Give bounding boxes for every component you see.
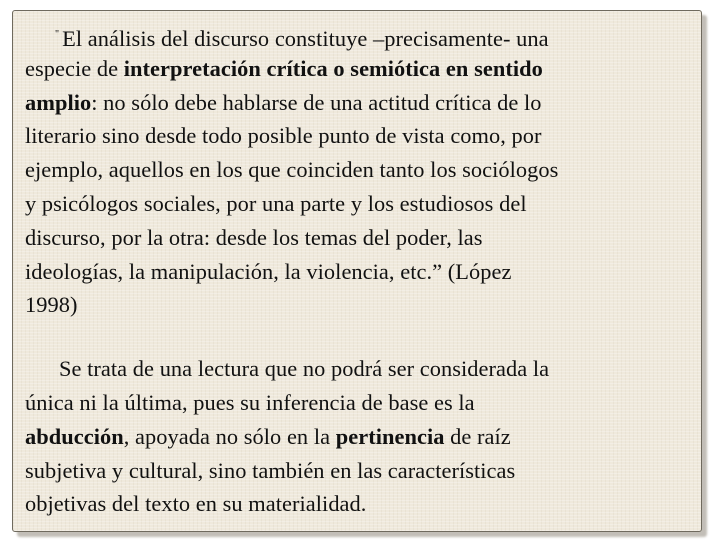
text-run: El análisis del discurso constituye –precisamente- una	[62, 26, 549, 51]
bold-emphasis: amplio	[25, 89, 92, 115]
paragraph-1-line-9: 1998)	[25, 292, 78, 318]
paragraph-2-line-5: objetivas del texto en su materialidad.	[25, 491, 367, 517]
paragraph-2-line-4: subjetiva y cultural, sino también en las características	[25, 457, 516, 483]
text-run: especie de	[25, 55, 124, 81]
paragraph-2-line-3	[25, 420, 695, 454]
paragraph-1-line-4: literario sino desde todo posible punto de vista como, por	[25, 123, 542, 149]
bold-emphasis: pertinencia	[335, 423, 445, 449]
paragraph-1-line-1	[25, 18, 695, 52]
bold-emphasis: interpretación crítica o semiótica en sentido	[123, 55, 543, 81]
paragraph-1-line-3	[25, 86, 695, 120]
paragraph-1-line-8: ideologías, la manipulación, la violencia, etc.” (López	[25, 258, 512, 284]
opening-quote: "	[55, 29, 60, 40]
text-run: , apoyada no sólo en la	[123, 423, 336, 449]
paragraph-1-line-7: discurso, por la otra: desde los temas del poder, las	[25, 224, 483, 250]
text-run: : no sólo debe hablarse de una actitud crítica de lo	[91, 89, 542, 115]
paragraph-gap	[25, 322, 695, 352]
paragraph-2-line-1: Se trata de una lectura que no podrá ser considerada la	[59, 356, 550, 382]
text-run: de raíz	[444, 423, 511, 449]
bold-emphasis: abducción	[25, 423, 124, 449]
paragraph-1-line-6: y psicólogos sociales, por una parte y los estudiosos del	[25, 190, 527, 216]
slide-body	[25, 18, 695, 521]
paragraph-2-line-2: única ni la última, pues su inferencia de base es la	[25, 389, 475, 415]
paragraph-1-line-5: ejemplo, aquellos en los que coinciden tanto los sociólogos	[25, 157, 559, 183]
paragraph-1-line-2	[25, 52, 695, 86]
